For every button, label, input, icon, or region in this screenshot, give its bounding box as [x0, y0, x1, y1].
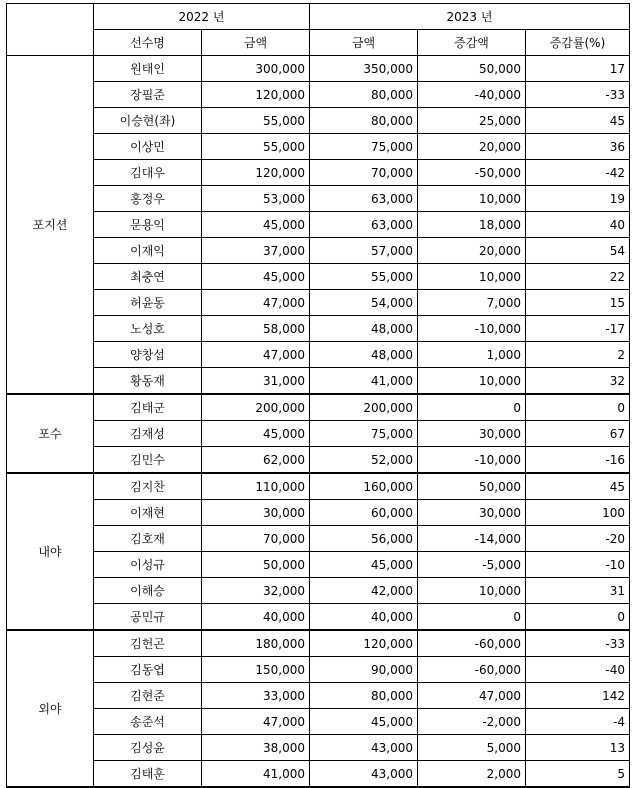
amount-2022-cell: 200,000 [202, 394, 310, 421]
amount-2022-cell: 180,000 [202, 630, 310, 657]
amount-2022-cell: 31,000 [202, 368, 310, 395]
salary-table-body [7, 4, 630, 788]
amount-2023-cell: 56,000 [310, 526, 418, 552]
player-name-cell: 송준석 [94, 709, 202, 735]
table-row [7, 108, 630, 134]
header-year-2022: 2022 년 [94, 4, 310, 30]
table-row [7, 735, 630, 761]
change-amount-cell: 47,000 [418, 683, 526, 709]
change-rate-cell: 54 [526, 238, 630, 264]
change-amount-cell: -60,000 [418, 630, 526, 657]
player-name-cell: 김호재 [94, 526, 202, 552]
change-rate-cell: 5 [526, 761, 630, 788]
table-row [7, 342, 630, 368]
player-name-cell: 원태인 [94, 56, 202, 82]
header-amount-2023: 금액 [310, 30, 418, 56]
amount-2023-cell: 160,000 [310, 473, 418, 500]
table-row [7, 160, 630, 186]
player-name-cell: 김태훈 [94, 761, 202, 788]
amount-2023-cell: 63,000 [310, 186, 418, 212]
table-row [7, 552, 630, 578]
amount-2023-cell: 40,000 [310, 604, 418, 631]
change-amount-cell: -50,000 [418, 160, 526, 186]
player-name-cell: 김현준 [94, 683, 202, 709]
table-row [7, 578, 630, 604]
player-name-cell: 김민수 [94, 447, 202, 474]
change-rate-cell: 31 [526, 578, 630, 604]
player-name-cell: 김성윤 [94, 735, 202, 761]
change-amount-cell: -14,000 [418, 526, 526, 552]
change-amount-cell: 7,000 [418, 290, 526, 316]
change-amount-cell: 50,000 [418, 473, 526, 500]
table-row [7, 761, 630, 788]
change-rate-cell: -16 [526, 447, 630, 474]
amount-2022-cell: 32,000 [202, 578, 310, 604]
amount-2023-cell: 63,000 [310, 212, 418, 238]
change-amount-cell: -40,000 [418, 82, 526, 108]
amount-2023-cell: 43,000 [310, 735, 418, 761]
change-rate-cell: 100 [526, 500, 630, 526]
position-group-cell: 포지션 [7, 56, 94, 395]
change-amount-cell: 18,000 [418, 212, 526, 238]
change-rate-cell: 45 [526, 473, 630, 500]
change-amount-cell: -60,000 [418, 657, 526, 683]
table-row [7, 238, 630, 264]
amount-2023-cell: 41,000 [310, 368, 418, 395]
change-rate-cell: 22 [526, 264, 630, 290]
amount-2023-cell: 75,000 [310, 421, 418, 447]
table-row [7, 290, 630, 316]
amount-2022-cell: 37,000 [202, 238, 310, 264]
player-name-cell: 김대우 [94, 160, 202, 186]
header-change-rate: 증감률(%) [526, 30, 630, 56]
table-row [7, 264, 630, 290]
change-rate-cell: 40 [526, 212, 630, 238]
position-group-cell: 내야 [7, 473, 94, 630]
player-name-cell: 장필준 [94, 82, 202, 108]
table-row [7, 604, 630, 631]
change-rate-cell: 142 [526, 683, 630, 709]
change-amount-cell: -2,000 [418, 709, 526, 735]
header-amount-2022: 금액 [202, 30, 310, 56]
change-rate-cell: 32 [526, 368, 630, 395]
change-amount-cell: 20,000 [418, 238, 526, 264]
amount-2022-cell: 55,000 [202, 134, 310, 160]
table-row [7, 657, 630, 683]
header-year-2023: 2023 년 [310, 4, 630, 30]
amount-2023-cell: 45,000 [310, 552, 418, 578]
change-rate-cell: 0 [526, 394, 630, 421]
table-row [7, 394, 630, 421]
amount-2023-cell: 70,000 [310, 160, 418, 186]
change-rate-cell: -4 [526, 709, 630, 735]
table-row [7, 82, 630, 108]
change-amount-cell: 10,000 [418, 368, 526, 395]
change-rate-cell: 36 [526, 134, 630, 160]
header-change-amount: 증감액 [418, 30, 526, 56]
amount-2023-cell: 48,000 [310, 316, 418, 342]
change-amount-cell: 10,000 [418, 186, 526, 212]
amount-2022-cell: 40,000 [202, 604, 310, 631]
amount-2023-cell: 42,000 [310, 578, 418, 604]
amount-2023-cell: 60,000 [310, 500, 418, 526]
amount-2022-cell: 150,000 [202, 657, 310, 683]
change-amount-cell: 25,000 [418, 108, 526, 134]
amount-2023-cell: 57,000 [310, 238, 418, 264]
player-name-cell: 황동재 [94, 368, 202, 395]
change-amount-cell: 1,000 [418, 342, 526, 368]
amount-2022-cell: 33,000 [202, 683, 310, 709]
table-row [7, 212, 630, 238]
player-name-cell: 이재익 [94, 238, 202, 264]
amount-2022-cell: 55,000 [202, 108, 310, 134]
amount-2022-cell: 50,000 [202, 552, 310, 578]
table-row [7, 134, 630, 160]
player-name-cell: 허윤동 [94, 290, 202, 316]
amount-2023-cell: 45,000 [310, 709, 418, 735]
player-name-cell: 김지찬 [94, 473, 202, 500]
amount-2023-cell: 48,000 [310, 342, 418, 368]
salary-table [6, 3, 630, 788]
amount-2023-cell: 55,000 [310, 264, 418, 290]
player-name-cell: 이재현 [94, 500, 202, 526]
change-amount-cell: 50,000 [418, 56, 526, 82]
amount-2023-cell: 80,000 [310, 82, 418, 108]
table-row [7, 709, 630, 735]
corner-cell [7, 4, 94, 56]
player-name-cell: 양창섭 [94, 342, 202, 368]
change-amount-cell: 5,000 [418, 735, 526, 761]
change-amount-cell: -10,000 [418, 316, 526, 342]
table-row [7, 447, 630, 474]
change-rate-cell: -33 [526, 630, 630, 657]
amount-2023-cell: 43,000 [310, 761, 418, 788]
amount-2022-cell: 110,000 [202, 473, 310, 500]
table-row [7, 683, 630, 709]
table-row [7, 500, 630, 526]
change-rate-cell: -17 [526, 316, 630, 342]
header-player-name: 선수명 [94, 30, 202, 56]
player-name-cell: 김동엽 [94, 657, 202, 683]
player-name-cell: 김태군 [94, 394, 202, 421]
player-name-cell: 문용익 [94, 212, 202, 238]
change-amount-cell: 2,000 [418, 761, 526, 788]
amount-2023-cell: 54,000 [310, 290, 418, 316]
header-row-years [7, 4, 630, 30]
amount-2022-cell: 300,000 [202, 56, 310, 82]
change-rate-cell: 15 [526, 290, 630, 316]
table-row [7, 316, 630, 342]
amount-2022-cell: 45,000 [202, 264, 310, 290]
change-amount-cell: 10,000 [418, 264, 526, 290]
table-row [7, 56, 630, 82]
amount-2023-cell: 52,000 [310, 447, 418, 474]
table-row [7, 186, 630, 212]
change-rate-cell: 19 [526, 186, 630, 212]
header-row-columns [7, 30, 630, 56]
player-name-cell: 이승현(좌) [94, 108, 202, 134]
player-name-cell: 김재성 [94, 421, 202, 447]
table-row [7, 526, 630, 552]
amount-2022-cell: 47,000 [202, 290, 310, 316]
change-rate-cell: 67 [526, 421, 630, 447]
change-rate-cell: -20 [526, 526, 630, 552]
table-row [7, 421, 630, 447]
player-name-cell: 이해승 [94, 578, 202, 604]
player-name-cell: 최충연 [94, 264, 202, 290]
change-amount-cell: -5,000 [418, 552, 526, 578]
position-group-cell: 포수 [7, 394, 94, 473]
player-name-cell: 노성호 [94, 316, 202, 342]
player-name-cell: 이상민 [94, 134, 202, 160]
amount-2022-cell: 53,000 [202, 186, 310, 212]
change-rate-cell: 45 [526, 108, 630, 134]
table-row [7, 368, 630, 395]
change-rate-cell: -33 [526, 82, 630, 108]
change-rate-cell: 17 [526, 56, 630, 82]
amount-2023-cell: 350,000 [310, 56, 418, 82]
amount-2022-cell: 45,000 [202, 212, 310, 238]
amount-2022-cell: 62,000 [202, 447, 310, 474]
amount-2022-cell: 30,000 [202, 500, 310, 526]
change-amount-cell: 30,000 [418, 500, 526, 526]
change-rate-cell: 13 [526, 735, 630, 761]
change-amount-cell: 0 [418, 394, 526, 421]
amount-2022-cell: 45,000 [202, 421, 310, 447]
amount-2022-cell: 120,000 [202, 82, 310, 108]
amount-2023-cell: 200,000 [310, 394, 418, 421]
change-amount-cell: 10,000 [418, 578, 526, 604]
change-amount-cell: -10,000 [418, 447, 526, 474]
amount-2022-cell: 58,000 [202, 316, 310, 342]
table-row [7, 630, 630, 657]
amount-2023-cell: 80,000 [310, 108, 418, 134]
player-name-cell: 김헌곤 [94, 630, 202, 657]
amount-2023-cell: 75,000 [310, 134, 418, 160]
amount-2023-cell: 90,000 [310, 657, 418, 683]
amount-2022-cell: 70,000 [202, 526, 310, 552]
change-amount-cell: 0 [418, 604, 526, 631]
change-rate-cell: -10 [526, 552, 630, 578]
change-amount-cell: 30,000 [418, 421, 526, 447]
change-amount-cell: 20,000 [418, 134, 526, 160]
change-rate-cell: 0 [526, 604, 630, 631]
change-rate-cell: 2 [526, 342, 630, 368]
change-rate-cell: -42 [526, 160, 630, 186]
amount-2022-cell: 47,000 [202, 342, 310, 368]
table-row [7, 473, 630, 500]
amount-2023-cell: 120,000 [310, 630, 418, 657]
position-group-cell: 외야 [7, 630, 94, 787]
player-name-cell: 홍정우 [94, 186, 202, 212]
player-name-cell: 공민규 [94, 604, 202, 631]
amount-2022-cell: 38,000 [202, 735, 310, 761]
amount-2023-cell: 80,000 [310, 683, 418, 709]
amount-2022-cell: 47,000 [202, 709, 310, 735]
amount-2022-cell: 41,000 [202, 761, 310, 788]
player-name-cell: 이성규 [94, 552, 202, 578]
amount-2022-cell: 120,000 [202, 160, 310, 186]
change-rate-cell: -40 [526, 657, 630, 683]
